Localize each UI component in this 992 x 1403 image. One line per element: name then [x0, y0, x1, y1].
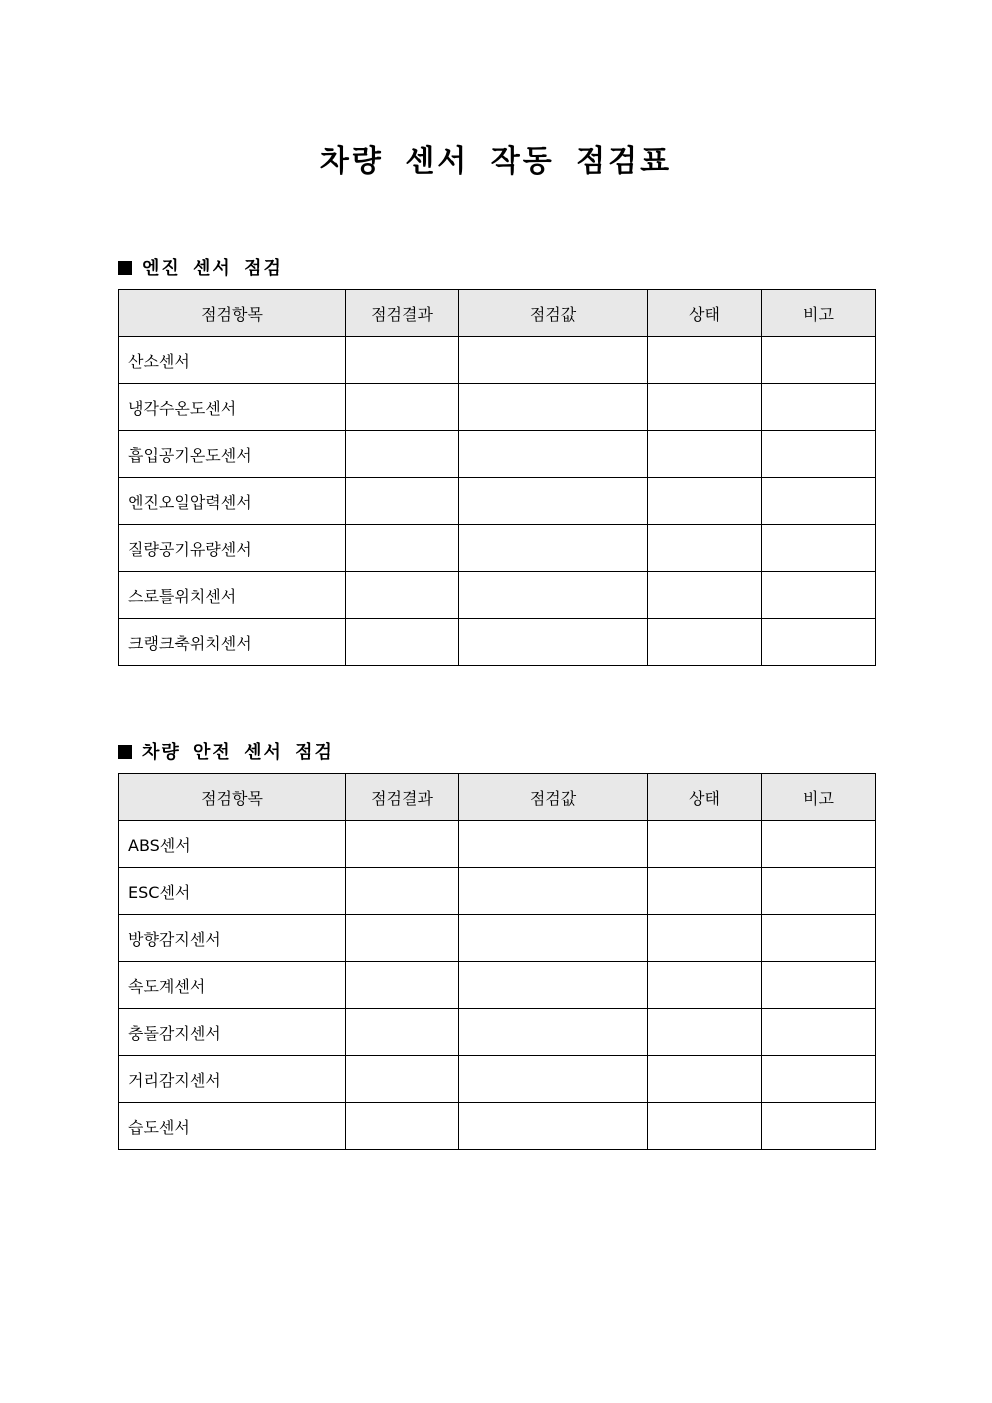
entry-cell[interactable] [459, 478, 648, 525]
entry-cell[interactable] [762, 821, 876, 868]
table-row [119, 962, 876, 1009]
column-header: 점검값 [459, 774, 648, 821]
entry-cell[interactable] [459, 572, 648, 619]
entry-cell[interactable] [346, 1056, 459, 1103]
item-cell: 크랭크축위치센서 [119, 619, 346, 666]
item-cell: ABS센서 [119, 821, 346, 868]
entry-cell[interactable] [762, 915, 876, 962]
entry-cell[interactable] [762, 962, 876, 1009]
entry-cell[interactable] [346, 962, 459, 1009]
entry-cell[interactable] [762, 572, 876, 619]
entry-cell[interactable] [648, 1103, 762, 1150]
entry-cell[interactable] [648, 431, 762, 478]
entry-cell[interactable] [459, 915, 648, 962]
entry-cell[interactable] [346, 525, 459, 572]
table-row [119, 525, 876, 572]
table-row [119, 337, 876, 384]
entry-cell[interactable] [762, 384, 876, 431]
entry-cell[interactable] [648, 337, 762, 384]
table-row [119, 1103, 876, 1150]
item-cell: 속도계센서 [119, 962, 346, 1009]
column-header: 점검결과 [346, 774, 459, 821]
entry-cell[interactable] [762, 478, 876, 525]
entry-cell[interactable] [459, 1103, 648, 1150]
entry-cell[interactable] [459, 431, 648, 478]
table-row [119, 821, 876, 868]
table-row [119, 619, 876, 666]
table-row [119, 431, 876, 478]
column-header: 상태 [648, 290, 762, 337]
entry-cell[interactable] [762, 619, 876, 666]
entry-cell[interactable] [346, 821, 459, 868]
item-cell: 스로틀위치센서 [119, 572, 346, 619]
entry-cell[interactable] [459, 868, 648, 915]
item-cell: 방향감지센서 [119, 915, 346, 962]
entry-cell[interactable] [346, 1103, 459, 1150]
table-row [119, 1056, 876, 1103]
item-cell: 산소센서 [119, 337, 346, 384]
column-header: 점검항목 [119, 774, 346, 821]
entry-cell[interactable] [459, 337, 648, 384]
table-row [119, 915, 876, 962]
entry-cell[interactable] [648, 915, 762, 962]
column-header: 비고 [762, 774, 876, 821]
entry-cell[interactable] [762, 868, 876, 915]
entry-cell[interactable] [346, 572, 459, 619]
safety-sensor-table [118, 773, 876, 1150]
entry-cell[interactable] [459, 384, 648, 431]
entry-cell[interactable] [762, 1009, 876, 1056]
entry-cell[interactable] [459, 821, 648, 868]
entry-cell[interactable] [648, 868, 762, 915]
entry-cell[interactable] [762, 1056, 876, 1103]
entry-cell[interactable] [762, 1103, 876, 1150]
entry-cell[interactable] [346, 478, 459, 525]
entry-cell[interactable] [346, 868, 459, 915]
entry-cell[interactable] [346, 431, 459, 478]
entry-cell[interactable] [648, 478, 762, 525]
page-title: 차량 센서 작동 점검표 [319, 144, 673, 179]
entry-cell[interactable] [459, 525, 648, 572]
table-row [119, 1009, 876, 1056]
entry-cell[interactable] [648, 1009, 762, 1056]
entry-cell[interactable] [459, 1056, 648, 1103]
section-heading-text: 엔진 센서 점검 [142, 258, 283, 279]
section-heading-engine [118, 254, 283, 280]
entry-cell[interactable] [762, 525, 876, 572]
entry-cell[interactable] [648, 962, 762, 1009]
entry-cell[interactable] [762, 337, 876, 384]
entry-cell[interactable] [648, 384, 762, 431]
item-cell: 습도센서 [119, 1103, 346, 1150]
square-bullet-icon [118, 261, 132, 275]
table-row [119, 384, 876, 431]
item-cell: 거리감지센서 [119, 1056, 346, 1103]
item-cell: 엔진오일압력센서 [119, 478, 346, 525]
entry-cell[interactable] [648, 821, 762, 868]
column-header: 점검결과 [346, 290, 459, 337]
table-row [119, 572, 876, 619]
entry-cell[interactable] [459, 1009, 648, 1056]
column-header: 비고 [762, 290, 876, 337]
table-row [119, 868, 876, 915]
entry-cell[interactable] [459, 962, 648, 1009]
square-bullet-icon [118, 745, 132, 759]
item-cell: 질량공기유량센서 [119, 525, 346, 572]
item-cell: 냉각수온도센서 [119, 384, 346, 431]
entry-cell[interactable] [648, 572, 762, 619]
table-row [119, 478, 876, 525]
header-row [119, 774, 876, 821]
item-cell: 충돌감지센서 [119, 1009, 346, 1056]
entry-cell[interactable] [346, 619, 459, 666]
column-header: 점검항목 [119, 290, 346, 337]
entry-cell[interactable] [459, 619, 648, 666]
column-header: 상태 [648, 774, 762, 821]
section-heading-safety [118, 738, 334, 764]
section-heading-text: 차량 안전 센서 점검 [142, 742, 334, 763]
engine-sensor-table [118, 289, 876, 666]
item-cell: 흡입공기온도센서 [119, 431, 346, 478]
header-row [119, 290, 876, 337]
entry-cell[interactable] [346, 915, 459, 962]
entry-cell[interactable] [648, 619, 762, 666]
entry-cell[interactable] [648, 525, 762, 572]
entry-cell[interactable] [648, 1056, 762, 1103]
entry-cell[interactable] [762, 431, 876, 478]
entry-cell[interactable] [346, 1009, 459, 1056]
item-cell: ESC센서 [119, 868, 346, 915]
entry-cell[interactable] [346, 384, 459, 431]
column-header: 점검값 [459, 290, 648, 337]
entry-cell[interactable] [346, 337, 459, 384]
